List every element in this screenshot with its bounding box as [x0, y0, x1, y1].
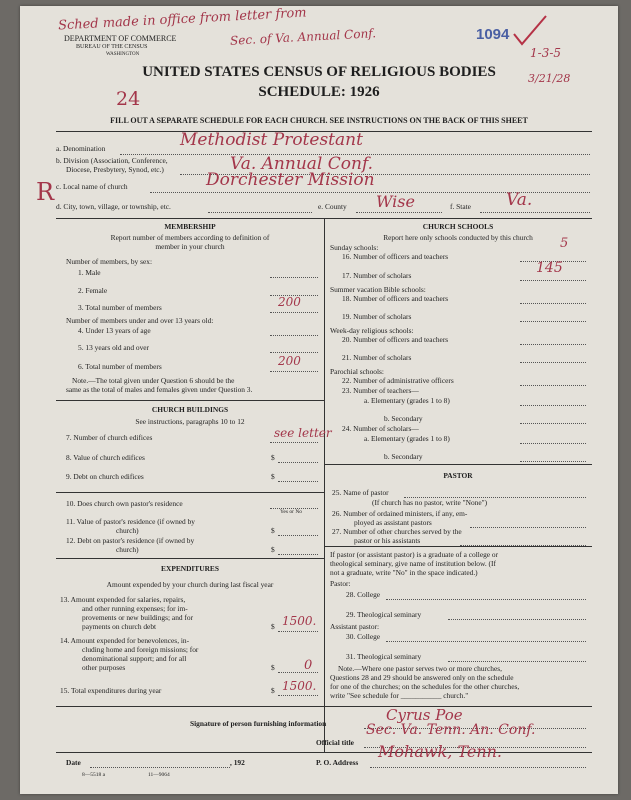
q8-dollar: $	[271, 453, 275, 462]
q15-label: 15. Total expenditures during year	[60, 686, 162, 695]
q15-line	[278, 695, 318, 696]
q14-label-3: denominational support; and for all	[82, 654, 187, 663]
grad-note-3: not a graduate, write "No" in the space indicated.)	[330, 568, 478, 577]
q13-label-4: payments on church debt	[82, 622, 157, 631]
q15-value: 1500.	[282, 679, 317, 693]
date-label: Date	[66, 758, 81, 767]
denomination-label: a. Denomination	[56, 144, 106, 153]
q22-line	[520, 385, 586, 386]
q13-label-3: provements or new buildings; and for	[82, 613, 194, 622]
expenditures-title: EXPENDITURES	[161, 564, 219, 573]
q14-dollar: $	[271, 663, 275, 672]
q23a-line	[520, 405, 586, 406]
form-number: 8—5518 a	[82, 772, 106, 778]
q23b-line	[520, 423, 586, 424]
instruction-line: FILL OUT A SEPARATE SCHEDULE FOR EACH CHURCH. SEE INSTRUCTIONS ON THE BACK OF THIS SHEET	[110, 116, 528, 125]
q22-label: 22. Number of administrative officers	[342, 376, 454, 385]
q21-label: 21. Number of scholars	[342, 353, 412, 362]
sunday-label: Sunday schools:	[330, 243, 379, 252]
pastor-label: Pastor:	[330, 579, 351, 588]
q12-line	[278, 554, 318, 555]
q10-label: 10. Does church own pastor's residence	[66, 499, 183, 508]
handwritten-office-note-source: Sec. of Va. Annual Conf.	[229, 26, 377, 48]
pastor-note-4: write "See schedule for ___________ church."	[330, 691, 469, 700]
q5-line	[270, 352, 318, 353]
q14-label-2: cluding home and foreign missions; for	[82, 645, 199, 654]
church-name-label: c. Local name of church	[56, 182, 128, 191]
grid-line	[324, 546, 592, 547]
q16-label: 16. Number of officers and teachers	[342, 252, 449, 261]
q6-value: 200	[278, 354, 301, 368]
handwritten-office-note: Sched made in office from letter from	[57, 5, 307, 34]
q3-value: 200	[278, 295, 301, 309]
year-label: , 192	[230, 758, 245, 767]
q14-label: 14. Amount expended for benevolences, in-	[60, 636, 190, 645]
q18-label: 18. Number of officers and teachers	[342, 294, 449, 303]
church-name-value: Dorchester Mission	[206, 170, 375, 190]
q29-line	[448, 619, 586, 620]
division-value: Va. Annual Conf.	[230, 154, 374, 174]
q11-dollar: $	[271, 526, 275, 535]
q11-label: 11. Value of pastor's residence (if owned by	[66, 517, 195, 526]
q15-dollar: $	[271, 686, 275, 695]
q11-line	[278, 535, 318, 536]
washington-line: WASHINGTON	[106, 52, 140, 57]
q4-label: 4. Under 13 years of age	[78, 326, 151, 335]
grid-line	[56, 752, 592, 753]
q1-line	[270, 277, 318, 278]
q2-label: 2. Female	[78, 286, 108, 295]
q14-label-4: other purposes	[82, 663, 126, 672]
handwritten-side-number: 1-3-5	[530, 46, 562, 60]
county-line	[356, 212, 442, 213]
county-value: Wise	[376, 192, 415, 211]
grid-line	[56, 706, 592, 707]
q13-label: 13. Amount expended for salaries, repairs,	[60, 595, 186, 604]
handwritten-number: 24	[116, 88, 141, 110]
division-label-2: Diocese, Presbytery, Synod, etc.)	[66, 165, 164, 174]
q24a-label: a. Elementary (grades 1 to 8)	[364, 434, 450, 443]
q23b-label: b. Secondary	[384, 414, 423, 423]
q3-label: 3. Total number of members	[78, 303, 162, 312]
q17-line	[520, 280, 586, 281]
buildings-intro: See instructions, paragraphs 10 to 12	[135, 417, 245, 426]
q5-label: 5. 13 years old and over	[78, 343, 150, 352]
grid-line	[56, 400, 324, 401]
by-sex-label: Number of members, by sex:	[66, 257, 152, 266]
q24a-line	[520, 443, 586, 444]
q27-label-2: pastor or his assistants	[354, 536, 421, 545]
weekday-label: Week-day religious schools:	[330, 326, 414, 335]
q19-label: 19. Number of scholars	[342, 312, 412, 321]
pastor-note-3: for one of the churches; on the schedules for the other churches,	[330, 682, 520, 691]
q9-line	[278, 481, 318, 482]
q28-line	[386, 599, 586, 600]
assistant-label: Assistant pastor:	[330, 622, 380, 631]
membership-note: Note.—The total given under Question 6 should be the	[72, 376, 235, 385]
q13-label-2: and other running expenses; for im-	[82, 604, 188, 613]
q31-label: 31. Theological seminary	[346, 652, 422, 661]
schools-title: CHURCH SCHOOLS	[422, 222, 494, 231]
q28-label: 28. College	[346, 590, 381, 599]
signature-label: Signature of person furnishing information	[190, 719, 327, 728]
yes-no-hint: Yes or No	[280, 509, 303, 515]
state-value: Va.	[506, 190, 533, 210]
form-title: UNITED STATES CENSUS OF RELIGIOUS BODIES	[142, 64, 496, 80]
handwritten-date: 3/21/28	[528, 72, 571, 85]
grid-line	[324, 464, 592, 465]
q9-label: 9. Debt on church edifices	[66, 472, 144, 481]
q23a-label: a. Elementary (grades 1 to 8)	[364, 396, 450, 405]
city-label: d. City, town, village, or township, etc.	[56, 202, 171, 211]
state-label: f. State	[450, 202, 471, 211]
signature-value: Cyrus Poe	[386, 706, 463, 724]
q16-value: 5	[560, 236, 569, 251]
pastor-title: PASTOR	[443, 471, 473, 480]
q11-label-2: church)	[116, 526, 139, 535]
q17-value: 145	[536, 260, 563, 276]
q24-label: 24. Number of scholars—	[342, 424, 419, 433]
q3-line	[270, 312, 318, 313]
age-heading: Number of members under and over 13 years old:	[66, 316, 214, 325]
official-title-value: Sec. Va. Tenn. An. Conf.	[366, 722, 536, 738]
q8-line	[278, 462, 318, 463]
q6-line	[270, 371, 318, 372]
bureau-line: BUREAU OF THE CENSUS	[76, 44, 148, 50]
q4-line	[270, 335, 318, 336]
q13-dollar: $	[271, 622, 275, 631]
q23-label: 23. Number of teachers—	[342, 386, 419, 395]
date-line	[90, 767, 230, 768]
q18-line	[520, 303, 586, 304]
summer-label: Summer vacation Bible schools:	[330, 285, 426, 294]
column-divider	[324, 218, 325, 752]
parochial-label: Parochial schools:	[330, 367, 384, 376]
state-line	[480, 212, 590, 213]
county-label: e. County	[318, 202, 347, 211]
buildings-title: CHURCH BUILDINGS	[151, 405, 229, 414]
grad-note-2: theological seminary, give name of institution below. (If	[330, 559, 496, 568]
handwritten-r-mark: R	[36, 178, 55, 206]
q25-note: (If church has no pastor, write "None")	[372, 498, 488, 507]
q29-label: 29. Theological seminary	[346, 610, 422, 619]
pastor-note: Note.—Where one pastor serves two or more churches,	[338, 664, 502, 673]
city-line	[208, 212, 312, 213]
q27-line	[460, 545, 586, 546]
q13-value: 1500.	[282, 614, 317, 628]
q8-label: 8. Value of church edifices	[66, 453, 145, 462]
official-title-label: Official title	[316, 738, 354, 747]
check-mark-icon	[510, 14, 550, 50]
schedule-title: SCHEDULE: 1926	[258, 84, 380, 100]
form-number-2: 11—9064	[148, 772, 170, 778]
q26-label-2: ployed as assistant pastors	[354, 518, 432, 527]
census-schedule-sheet	[20, 6, 618, 794]
grad-note: If pastor (or assistant pastor) is a graduate of a college or	[330, 550, 499, 559]
q24b-line	[520, 461, 586, 462]
q7-label: 7. Number of church edifices	[66, 433, 153, 442]
q13-line	[278, 631, 318, 632]
grid-line	[56, 558, 324, 559]
q24b-label: b. Secondary	[384, 452, 423, 461]
denomination-value: Methodist Protestant	[180, 130, 363, 150]
q31-line	[448, 661, 586, 662]
pastor-note-2: Questions 28 and 29 should be answered only on the schedule	[330, 673, 514, 682]
department-line: DEPARTMENT OF COMMERCE	[64, 34, 177, 43]
q17-label: 17. Number of scholars	[342, 271, 412, 280]
address-value: Mohawk, Tenn.	[378, 742, 503, 761]
q25-label: 25. Name of pastor	[332, 488, 389, 497]
q30-line	[386, 641, 586, 642]
membership-intro-2: member in your church	[155, 242, 225, 251]
q21-line	[520, 362, 586, 363]
q20-line	[520, 344, 586, 345]
q26-label: 26. Number of ordained ministers, if any, em-	[332, 509, 468, 518]
q27-label: 27. Number of other churches served by the	[332, 527, 462, 536]
q1-label: 1. Male	[78, 268, 101, 277]
division-label: b. Division (Association, Conference,	[56, 156, 168, 165]
q7-value: see letter	[274, 426, 332, 440]
q9-dollar: $	[271, 472, 275, 481]
membership-note-2: same as the total of males and females given under Question 3.	[66, 385, 253, 394]
q30-label: 30. College	[346, 632, 381, 641]
q12-label-2: church)	[116, 545, 139, 554]
q12-label: 12. Debt on pastor's residence (if owned by	[66, 536, 195, 545]
schools-intro: Report here only schools conducted by this church	[383, 233, 533, 242]
stamp-number: 1094	[476, 26, 510, 43]
q6-label: 6. Total number of members	[78, 362, 162, 371]
membership-intro: Report number of members according to definition of	[110, 233, 270, 242]
q12-dollar: $	[271, 545, 275, 554]
po-address-line	[370, 767, 586, 768]
membership-title: MEMBERSHIP	[164, 222, 216, 231]
q20-label: 20. Number of officers and teachers	[342, 335, 449, 344]
q26-line	[470, 527, 586, 528]
po-address-label: P. O. Address	[316, 758, 359, 767]
q7-line	[270, 442, 318, 443]
grid-line	[56, 492, 324, 493]
q14-value: 0	[304, 658, 313, 673]
q19-line	[520, 321, 586, 322]
expenditures-intro: Amount expended by your church during last fiscal year	[106, 580, 274, 589]
